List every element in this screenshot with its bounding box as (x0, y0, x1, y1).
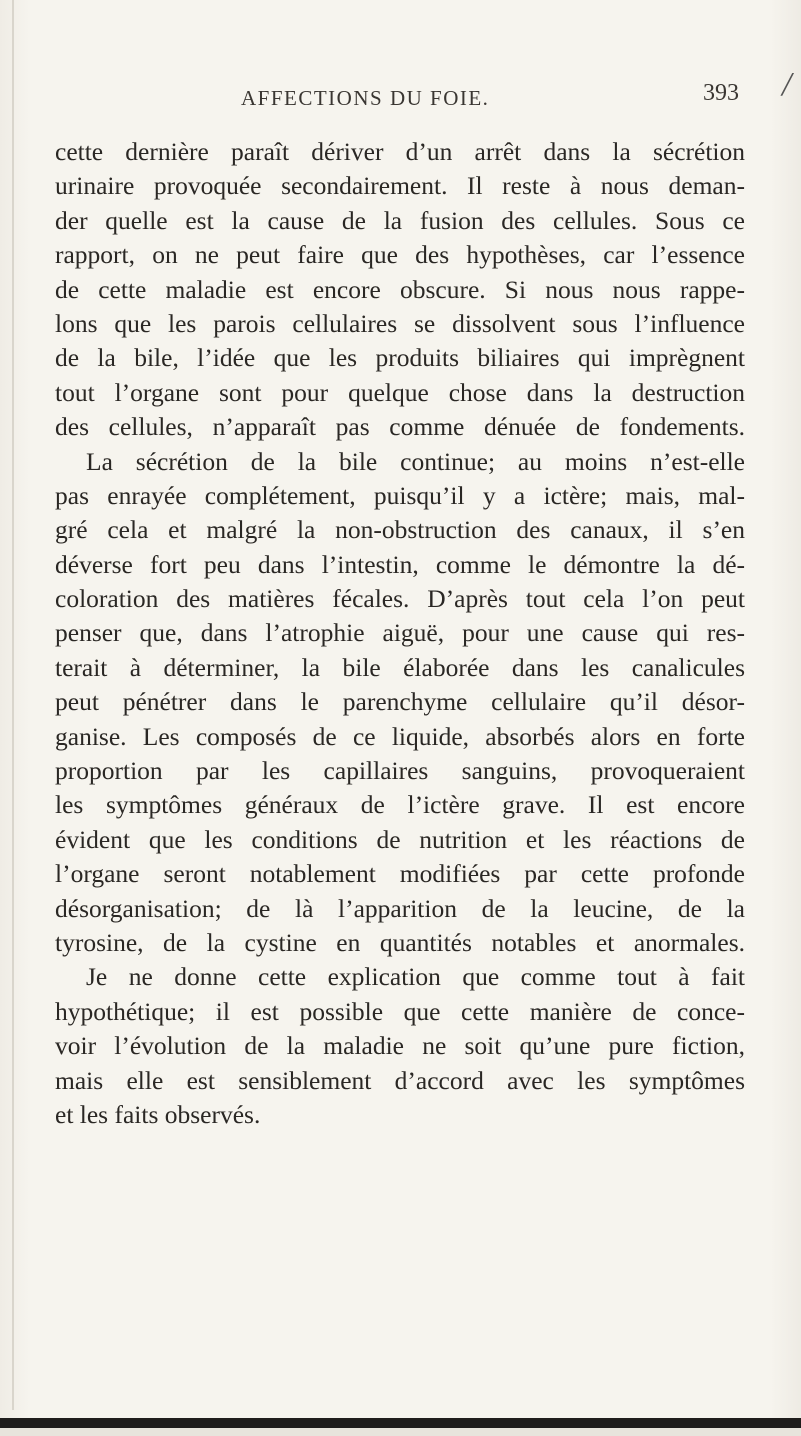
page-number: 393 (703, 80, 739, 106)
text-line: penser que, dans l’atrophie aiguë, pour une cause qui res- (55, 618, 745, 648)
text-line: voir l’évolution de la maladie ne soit qu’une pure fiction, (55, 1031, 745, 1061)
text-line: des cellules, n’apparaît pas comme dénuée de fondements. (55, 412, 745, 442)
text-line: pas enrayée complétement, puisqu’il y a ictère; mais, mal- (55, 480, 745, 510)
text-line: les symptômes généraux de l’ictère grave. Il est encore (55, 790, 745, 820)
paragraph-end-line: et les faits observés. (55, 1099, 261, 1129)
text-line: urinaire provoquée secondairement. Il reste à nous deman- (55, 171, 745, 201)
text-line: désorganisation; de là l’apparition de la leucine, de la (55, 893, 745, 923)
text-line: cette dernière paraît dériver d’un arrêt dans la sécrétion (55, 137, 745, 166)
text-line: proportion par les capillaires sanguins, provoqueraient (55, 756, 745, 786)
text-line: coloration des matières fécales. D’après tout cela l’on peut (55, 584, 745, 614)
text-line: terait à déterminer, la bile élaborée dans les canalicules (55, 652, 745, 682)
text-line: tout l’organe sont pour quelque chose dans la destruction (55, 377, 745, 407)
page-bottom-edge (0, 1418, 801, 1428)
paragraph-start-line: Je ne donne cette explication que comme tout à fait (86, 962, 745, 992)
text-line: de cette maladie est encore obscure. Si nous nous rappe- (55, 274, 745, 304)
body-text (55, 135, 745, 1132)
text-line: déverse fort peu dans l’intestin, comme le démontre la dé- (55, 549, 745, 579)
text-line: gré cela et malgré la non-obstruction des canaux, il s’en (55, 515, 745, 545)
text-line: mais elle est sensiblement d’accord avec les symptômes (55, 1065, 745, 1095)
page-bottom-margin (0, 1428, 801, 1436)
text-line: de la bile, l’idée que les produits biliaires qui imprègnent (55, 343, 745, 373)
text-line: ganise. Les composés de ce liquide, absorbés alors en forte (55, 721, 745, 751)
text-line: l’organe seront notablement modifiées par cette profonde (55, 859, 745, 889)
running-head: AFFECTIONS DU FOIE. (241, 86, 490, 110)
page-header (0, 80, 801, 116)
text-line: rapport, on ne peut faire que des hypothèses, car l’essence (55, 240, 745, 270)
text-line: tyrosine, de la cystine en quantités notables et anormales. (55, 927, 745, 957)
text-line: hypothétique; il est possible que cette manière de conce- (55, 996, 745, 1026)
text-line: peut pénétrer dans le parenchyme cellulaire qu’il désor- (55, 687, 745, 717)
paragraph-start-line: La sécrétion de la bile continue; au moins n’est-elle (86, 446, 745, 476)
text-line: lons que les parois cellulaires se dissolvent sous l’influence (55, 308, 745, 338)
margin-pencil-mark: / (782, 66, 792, 103)
page-fold-shadow (12, 0, 14, 1410)
text-line: der quelle est la cause de la fusion des cellules. Sous ce (55, 205, 745, 235)
text-line: évident que les conditions de nutrition et les réactions de (55, 824, 745, 854)
